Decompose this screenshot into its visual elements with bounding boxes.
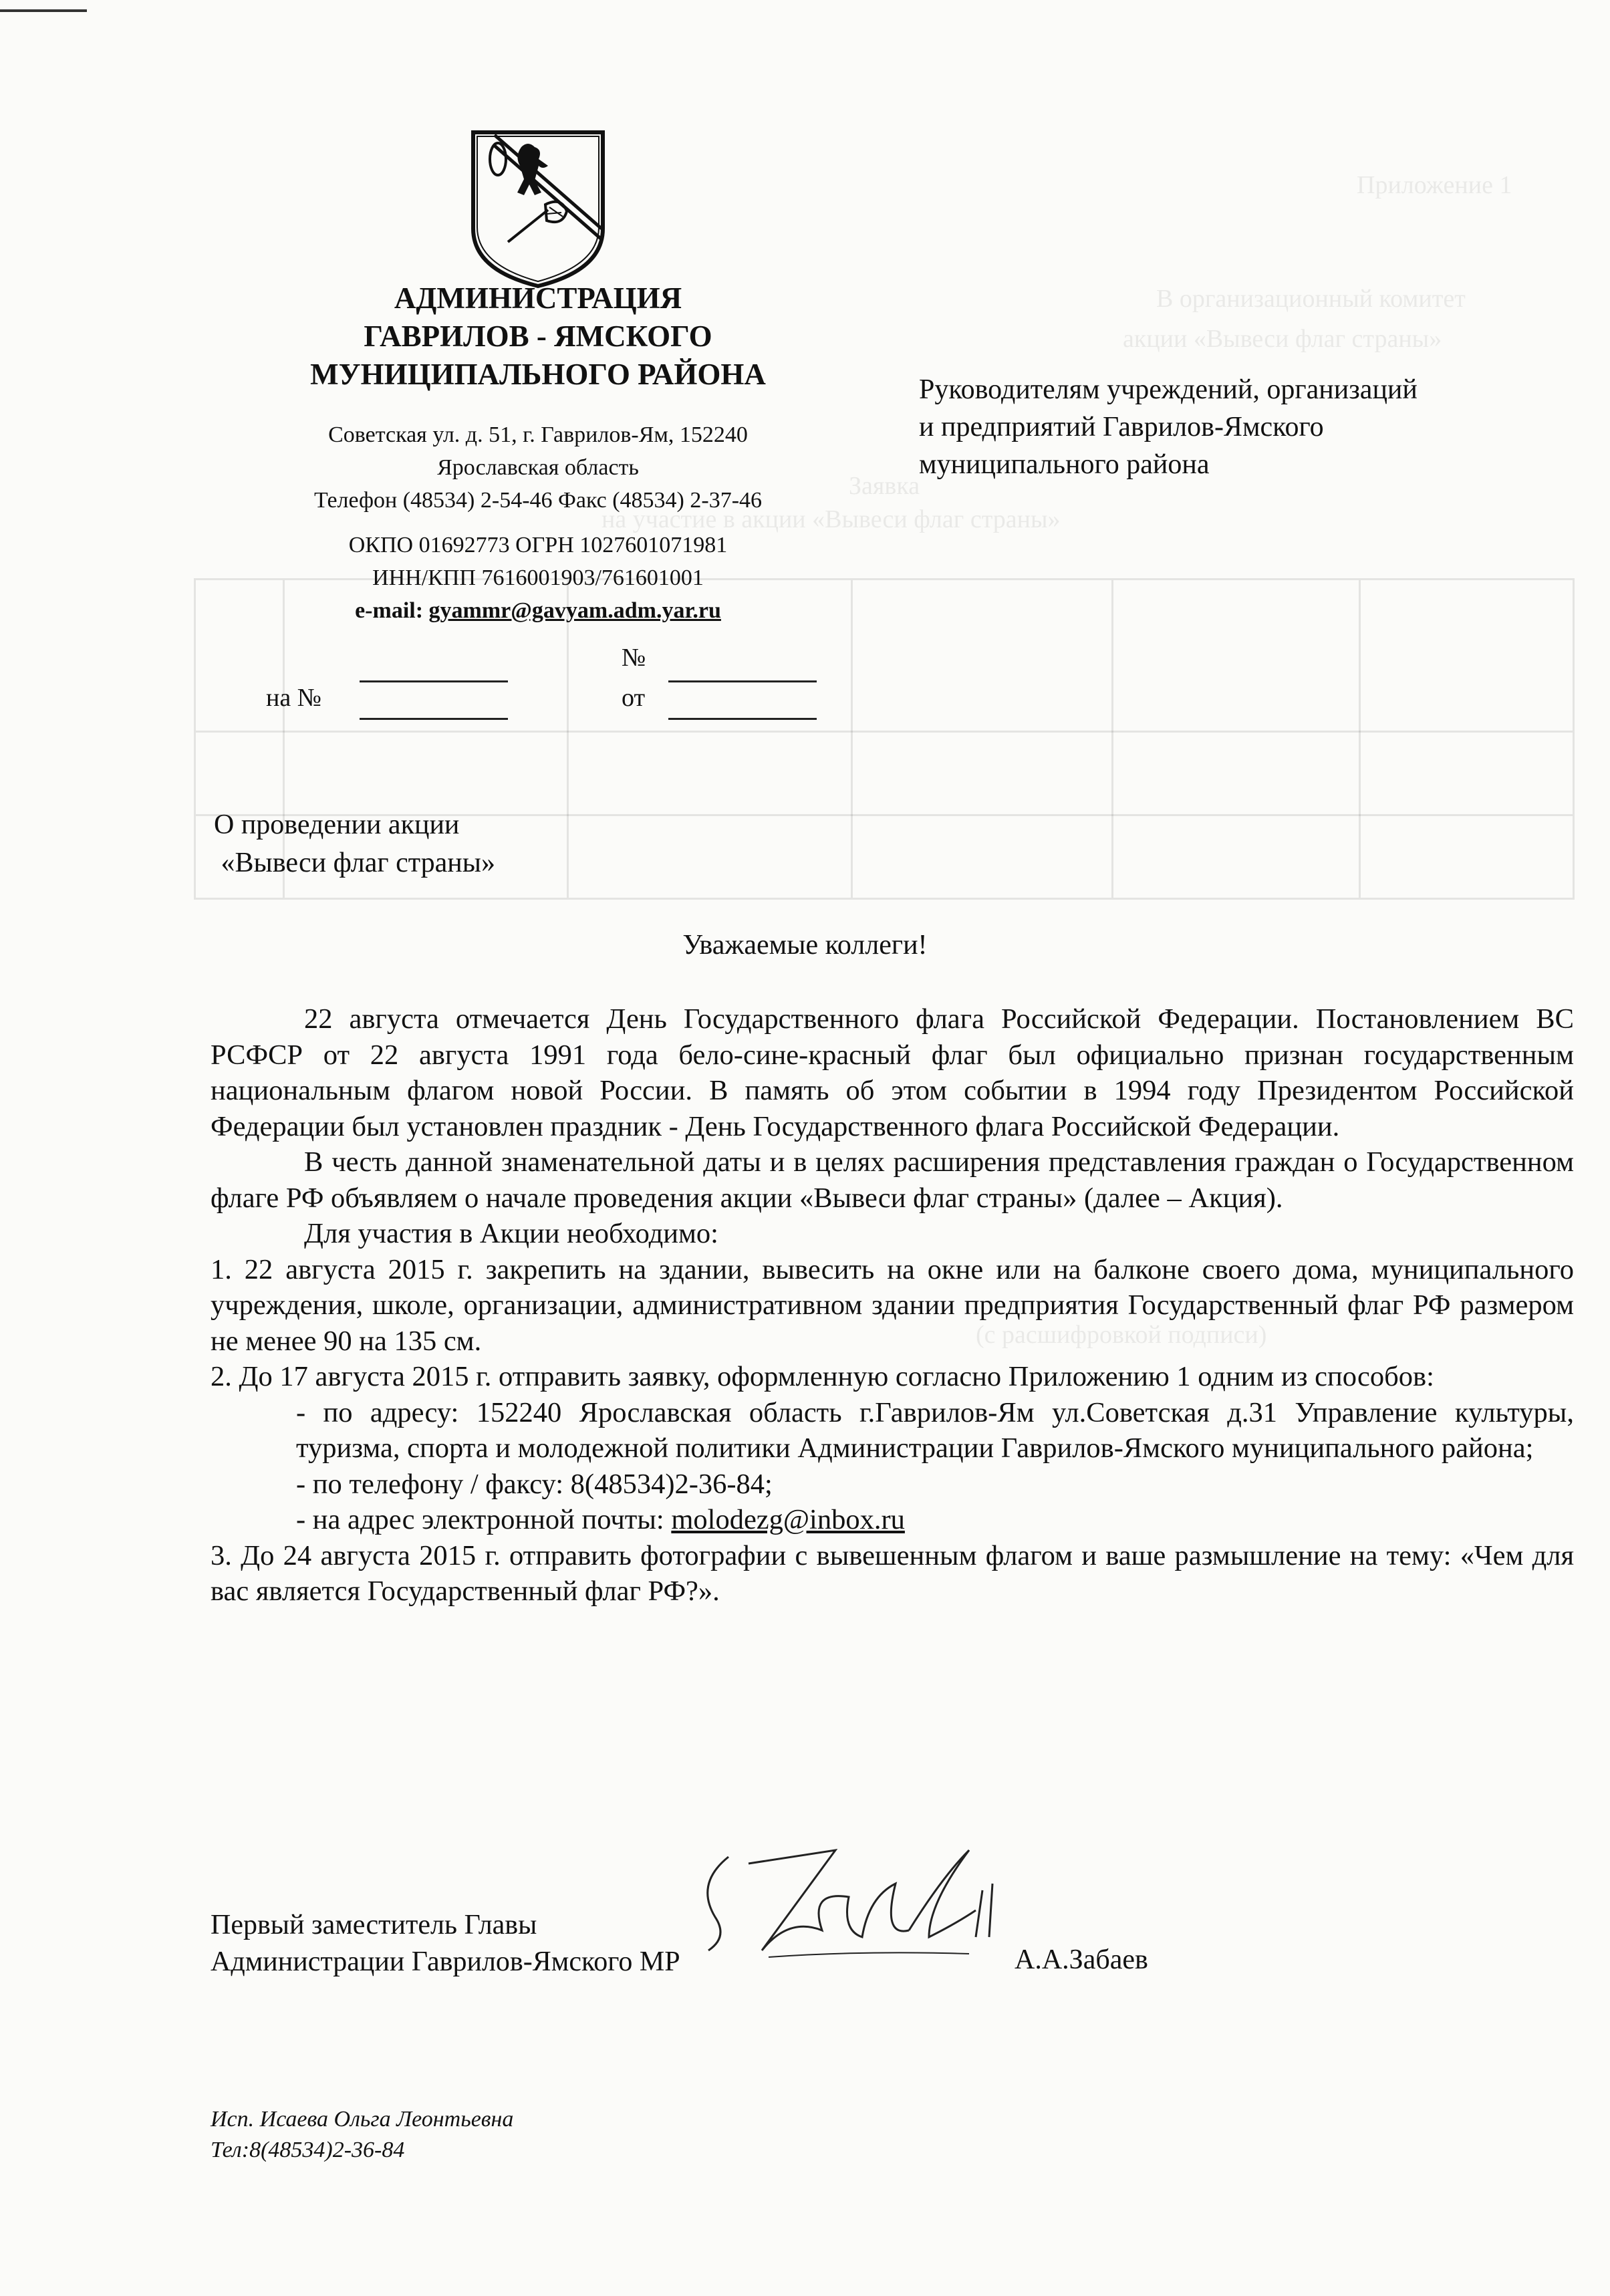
subject-line-1: О проведении акции: [214, 809, 460, 840]
ghost-committee-1: В организационный комитет: [1156, 285, 1466, 313]
sub-item-phone: - по телефону / факсу: 8(48534)2-36-84;: [296, 1468, 773, 1500]
org-phone-fax: Телефон (48534) 2-54-46 Факс (48534) 2-37-46: [313, 488, 763, 513]
organization-name: [200, 279, 876, 394]
executor-name: Исп. Исаева Ольга Леонтьевна: [211, 2107, 514, 2132]
coat-of-arms-icon: [468, 128, 608, 289]
ghost-application-2: на участие в акции «Вывеси флаг страны»: [601, 505, 1061, 533]
on-number-label: на №: [266, 684, 321, 712]
org-email-link[interactable]: gyammr@gavyam.adm.yar.ru: [428, 598, 721, 623]
list-item-2: 2. До 17 августа 2015 г. отправить заявку, оформленную согласно Приложению 1 одним из способов:: [211, 1361, 1434, 1392]
sub-item-email: [211, 1502, 1574, 1538]
org-okpo-ogrn: ОКПО 01692773 ОГРН 1027601071981: [348, 533, 728, 557]
body-paragraph-1: 22 августа отмечается День Государственного флага Российской Федерации. Постановлением ВС РСФСР от 22 августа 1991 года бело-сине-красный флаг был официально признан государственным национальным флагом новой России. В память об этом событии в 1994 году Президентом Российской Федерации был установлен праздник - День Государственного флага Российской Федерации.: [211, 1003, 1574, 1142]
ghost-appendix: Приложение 1: [1357, 171, 1512, 199]
org-name-line-1: АДМИНИСТРАЦИЯ: [394, 281, 682, 315]
org-name-line-2: ГАВРИЛОВ - ЯМСКОГО: [364, 320, 712, 353]
number-sign-label: №: [622, 644, 646, 672]
subject-line-2: «Вывеси флаг страны»: [214, 848, 495, 878]
incoming-number-field: [360, 718, 508, 720]
executor-phone: Тел:8(48534)2-36-84: [211, 2138, 405, 2162]
outgoing-date-field: [668, 680, 817, 682]
recipient-block: [919, 371, 1520, 483]
signatory-position-line-1: Первый заместитель Главы: [211, 1910, 537, 1940]
letter-subject: [214, 806, 495, 882]
greeting: Уважаемые коллеги!: [682, 930, 928, 961]
recipient-line-3: муниципального района: [919, 449, 1210, 480]
org-region: Ярославская область: [437, 455, 639, 480]
email-label: e-mail:: [355, 598, 429, 623]
handwritten-signature: [688, 1837, 1009, 1977]
scan-corner-mark: [0, 9, 87, 12]
letter-body: [211, 1001, 1574, 1610]
recipient-line-1: Руководителям учреждений, организаций: [919, 374, 1418, 405]
organization-requisites: [200, 418, 876, 627]
body-paragraph-2: В честь данной знаменательной даты и в целях расширения представления граждан о Государственном флаге РФ объявляем о начале проведения акции «Вывеси флаг страны» (далее – Акция).: [211, 1146, 1574, 1214]
executor-info: [211, 2104, 513, 2166]
from-label: от: [622, 684, 646, 712]
recipient-line-2: и предприятий Гаврилов-Ямского: [919, 412, 1324, 442]
sub-item-address: - по адресу: 152240 Ярославская область г.Гаврилов-Ям ул.Советская д.31 Управление культуры, туризма, спорта и молодежной политики Администрации Гаврилов-Ямского муниципального района;: [296, 1396, 1574, 1464]
ghost-signature-hint: (с расшифровкой подписи): [976, 1321, 1267, 1349]
contact-email-link[interactable]: molodezg@inbox.ru: [671, 1504, 905, 1535]
org-email-line: [200, 594, 876, 627]
list-item-3: 3. До 24 августа 2015 г. отправить фотографии с вывешенным флагом и ваше размышление на тему: «Чем для вас является Государственный флаг РФ?».: [211, 1539, 1574, 1607]
body-paragraph-3: Для участия в Акции необходимо:: [304, 1218, 718, 1249]
sub-item-email-label: - на адрес электронной почты:: [296, 1504, 672, 1535]
signatory-position: [211, 1907, 680, 1981]
signatory-position-line-2: Администрации Гаврилов-Ямского МР: [211, 1946, 680, 1977]
outgoing-number-field: [360, 680, 508, 682]
org-address: Советская ул. д. 51, г. Гаврилов-Ям, 152240: [328, 422, 748, 447]
org-name-line-3: МУНИЦИПАЛЬНОГО РАЙОНА: [310, 358, 766, 391]
org-inn-kpp: ИНН/КПП 7616001903/761601001: [372, 565, 704, 590]
signatory-name: А.А.Забаев: [1015, 1944, 1148, 1975]
incoming-date-field: [668, 718, 817, 720]
list-item-1: 1. 22 августа 2015 г. закрепить на здании, вывесить на окне или на балконе своего дома, муниципального учреждения, школе, организации, административном здании предприятия Государственный флаг РФ размером не менее 90 на 135 см.: [211, 1253, 1574, 1357]
ghost-committee-2: акции «Вывеси флаг страны»: [1123, 325, 1442, 353]
ghost-application: Заявка: [849, 472, 920, 500]
